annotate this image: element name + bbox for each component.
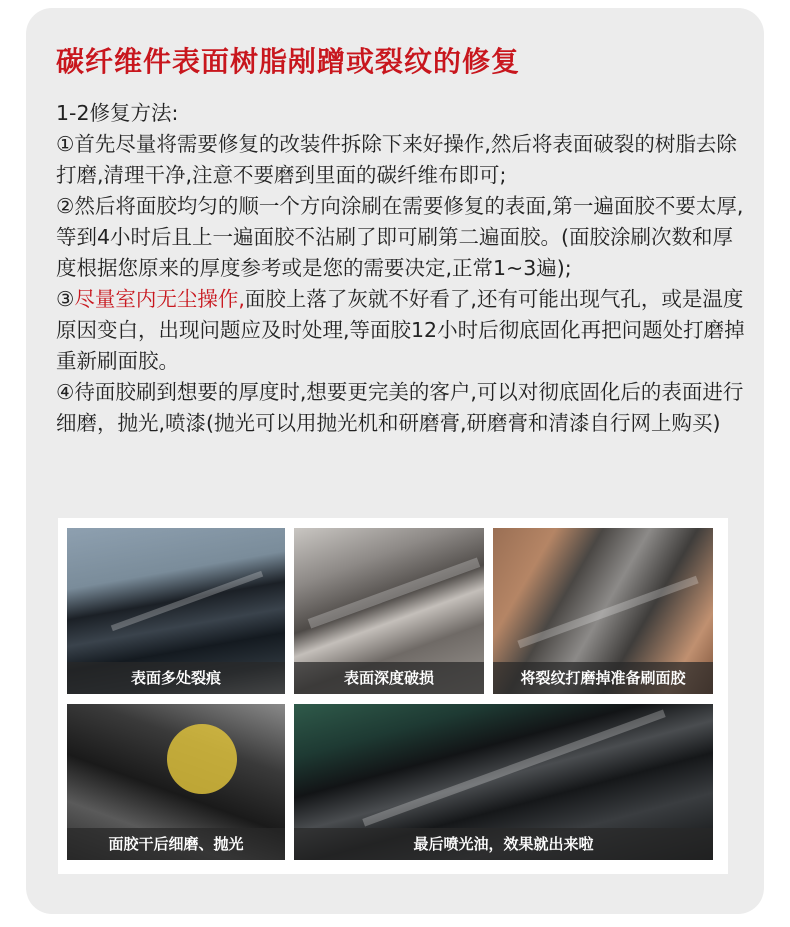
method-heading: 1-2修复方法: xyxy=(56,101,179,125)
step-3-text: 面胶上落了灰就不好看了,还有可能出现气孔，或是温度原因变白，出现问题应及时处理,等面胶12小时后彻底固化再把问题处打磨掉重新刷面胶。 xyxy=(56,287,745,373)
step-1: ①首先尽量将需要修复的改装件拆除下来好操作,然后将表面破裂的树脂去除打磨,清理干净,注意不要磨到里面的碳纤维布即可; xyxy=(56,132,737,187)
step-3-number: ③ xyxy=(56,287,75,311)
photo-grid xyxy=(58,518,728,874)
photo-fine-polish xyxy=(67,704,285,860)
step-3-highlight: 尽量室内无尘操作, xyxy=(74,287,245,311)
photo-final-result xyxy=(294,704,713,860)
step-3 xyxy=(56,284,746,377)
photo-caption: 表面多处裂痕 xyxy=(67,662,285,694)
photo-caption: 最后喷光油，效果就出来啦 xyxy=(294,828,713,860)
page-title: 碳纤维件表面树脂剐蹭或裂纹的修复 xyxy=(56,45,521,78)
repair-instructions xyxy=(56,98,746,439)
photo-caption: 表面深度破损 xyxy=(294,662,484,694)
photo-surface-cracks xyxy=(67,528,285,694)
step-4: ④待面胶刷到想要的厚度时,想要更完美的客户,可以对彻底固化后的表面进行细磨，抛光,喷漆(抛光可以用抛光机和研磨膏,研磨膏和清漆自行网上购买) xyxy=(56,380,744,435)
photo-deep-damage xyxy=(294,528,484,694)
step-2: ②然后将面胶均匀的顺一个方向涂刷在需要修复的表面,第一遍面胶不要太厚,等到4小时后且上一遍面胶不沾刷了即可刷第二遍面胶。(面胶涂刷次数和厚度根据您原来的厚度参考或是您的需要决定,正常1~3遍); xyxy=(56,194,744,280)
photo-caption: 将裂纹打磨掉准备刷面胶 xyxy=(493,662,713,694)
photo-caption: 面胶干后细磨、抛光 xyxy=(67,828,285,860)
photo-sanding-cracks xyxy=(493,528,713,694)
